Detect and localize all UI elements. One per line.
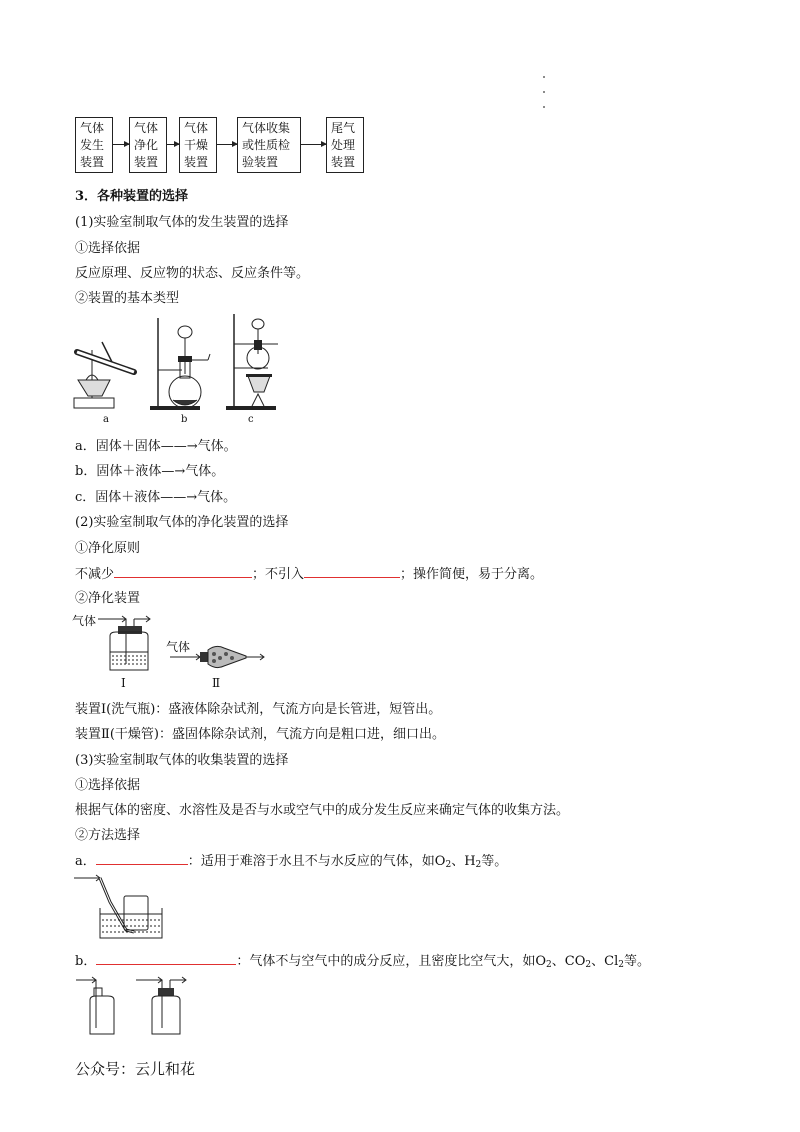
apparatus-c-diagram [224, 310, 294, 414]
upward-air-displacement-diagram [74, 976, 194, 1038]
gen-types-title: ②装置的基本类型 [75, 291, 180, 306]
formula-sub: 2 [618, 960, 624, 970]
water-displacement-diagram [74, 874, 164, 944]
wash-bottle-diagram [96, 612, 156, 672]
apparatus-label-b: b [181, 414, 188, 425]
device-label-II: Ⅱ [212, 676, 221, 690]
flow-arrow [217, 144, 237, 145]
method-a-text: ：适用于难溶于水且不与水反应的气体，如 [187, 854, 435, 869]
flow-box-purification: 气体 净化 装置 [129, 117, 167, 173]
method-b-prefix: b． [75, 954, 97, 969]
apparatus-b-diagram [148, 314, 218, 414]
purify-device-title: ②净化装置 [75, 591, 141, 606]
formula-co2: CO [564, 954, 586, 969]
purify-principle-title: ①净化原则 [75, 541, 141, 556]
apparatus-a-diagram [72, 320, 142, 420]
method-a-end: 等。 [481, 854, 508, 869]
flow-arrow [113, 144, 129, 145]
formula-sub: 2 [475, 860, 482, 870]
apparatus-label-a: a [103, 414, 109, 425]
collect-basis-text: 根据气体的密度、水溶性及是否与水或空气中的成分发生反应来确定气体的收集方法。 [75, 803, 570, 818]
collect-basis-title: ①选择依据 [75, 778, 141, 793]
page-mark-dot [543, 76, 545, 78]
flow-box-drying: 气体 干燥 装置 [179, 117, 217, 173]
principle-post: ；操作简便，易于分离。 [400, 567, 544, 582]
formula-o2: O [535, 954, 547, 969]
gen-title: (1)实验室制取气体的发生装置的选择 [75, 215, 289, 230]
fill-blank-3[interactable] [96, 852, 188, 865]
device-II-text: 装置Ⅱ(干燥管)：盛固体除杂试剂，气流方向是粗口进，细口出。 [75, 727, 445, 742]
gas-label-I: 气体 [72, 614, 97, 628]
footer-text: 公众号：云儿和花 [75, 1060, 196, 1078]
drying-tube-diagram [170, 642, 270, 672]
purify-principle [75, 565, 543, 584]
method-b-text: ：气体不与空气中的成分反应，且密度比空气大，如 [236, 954, 536, 969]
fill-blank-1[interactable] [114, 565, 252, 578]
formula-h2: H [464, 854, 476, 869]
flow-arrow [301, 144, 326, 145]
flow-box-tail-gas: 尾气 处理 装置 [326, 117, 364, 173]
flow-box-generation: 气体 发生 装置 [75, 117, 113, 173]
device-I-text: 装置Ⅰ(洗气瓶)：盛液体除杂试剂，气流方向是长管进，短管出。 [75, 702, 442, 717]
method-b-end: 等。 [623, 954, 650, 969]
flow-arrow [167, 144, 179, 145]
principle-mid: ；不引入 [252, 567, 305, 582]
formula-sub: 2 [445, 860, 452, 870]
page-mark-dot [543, 91, 545, 93]
section-title: 3．各种装置的选择 [75, 189, 189, 204]
flow-box-collection: 气体收集 或性质检 验装置 [237, 117, 301, 173]
principle-pre: 不减少 [75, 567, 115, 582]
gen-type-b: b．固体＋液体—→气体。 [75, 464, 225, 479]
formula-sub: 2 [585, 960, 592, 970]
formula-sub: 2 [546, 960, 552, 970]
collect-method-a [75, 852, 507, 874]
collect-method-title: ②方法选择 [75, 828, 141, 843]
page-mark-dot [543, 106, 545, 108]
apparatus-label-c: c [248, 414, 254, 425]
fill-blank-4[interactable] [96, 952, 236, 965]
gen-basis-text: 反应原理、反应物的状态、反应条件等。 [75, 266, 310, 281]
gen-type-a: a．固体＋固体——→气体。 [75, 439, 237, 454]
gen-basis-title: ①选择依据 [75, 241, 141, 256]
gen-type-c: c．固体＋液体——→气体。 [75, 490, 237, 505]
formula-o2: O [434, 854, 446, 869]
collect-title: (3)实验室制取气体的收集装置的选择 [75, 753, 289, 768]
fill-blank-2[interactable] [304, 565, 400, 578]
method-a-prefix: a． [75, 854, 96, 869]
separator: 、 [451, 854, 465, 869]
formula-cl2: Cl [604, 954, 619, 969]
separator: 、 [551, 954, 565, 969]
separator: 、 [591, 954, 605, 969]
purify-title: (2)实验室制取气体的净化装置的选择 [75, 515, 289, 530]
device-label-I: Ⅰ [121, 676, 126, 690]
collect-method-b [75, 952, 650, 974]
gas-label-II: 气体 [166, 640, 191, 654]
